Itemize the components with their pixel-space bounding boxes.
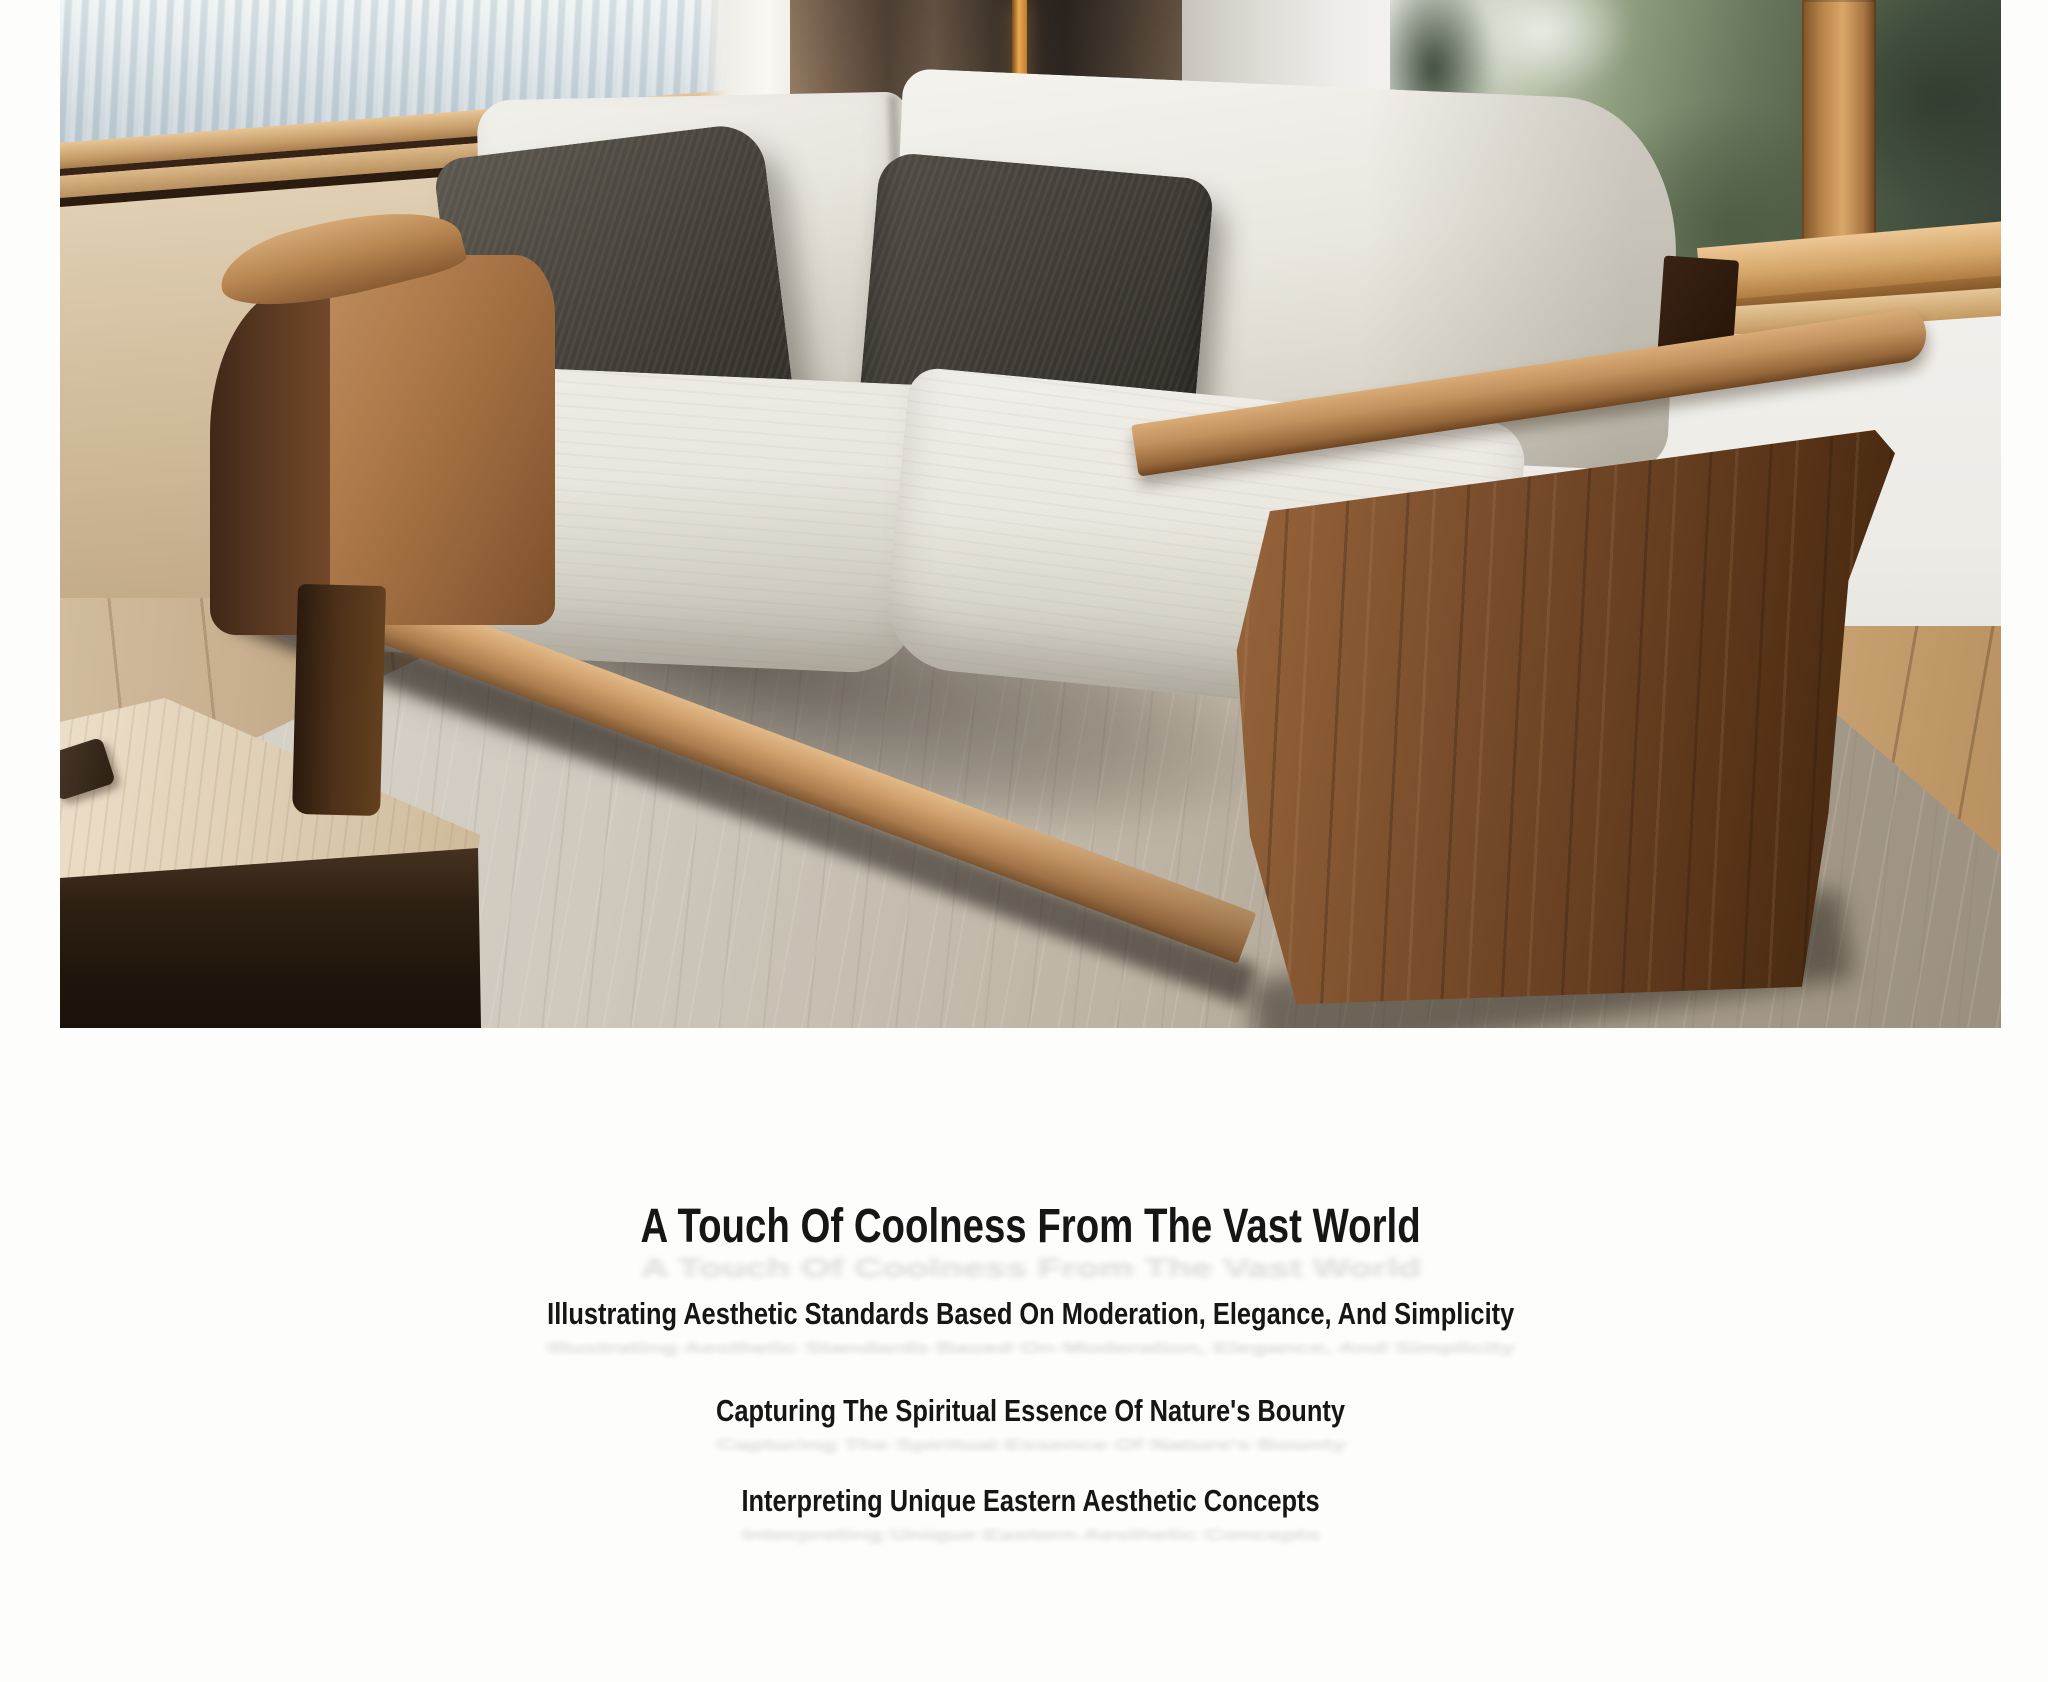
right-armrest-panel bbox=[1230, 430, 1895, 1010]
subline-row-3 bbox=[60, 1483, 2001, 1544]
subline-2: Capturing The Spiritual Essence Of Nature's Bounty bbox=[716, 1393, 1345, 1428]
subline-2-ghost: Capturing The Spiritual Essence Of Nature's Bounty bbox=[716, 1436, 1345, 1454]
subline-row-1 bbox=[60, 1296, 2001, 1357]
subline-3: Interpreting Unique Eastern Aesthetic Concepts bbox=[741, 1483, 1320, 1518]
subline-1: Illustrating Aesthetic Standards Based On Moderation, Elegance, And Simplicity bbox=[546, 1296, 1515, 1331]
hero-image bbox=[60, 0, 2001, 1028]
page-title: A Touch Of Coolness From The Vast World bbox=[640, 1200, 1421, 1253]
subline-row-2 bbox=[60, 1393, 2001, 1454]
page-title-ghost: A Touch Of Coolness From The Vast World bbox=[640, 1253, 1421, 1284]
subline-3-ghost: Interpreting Unique Eastern Aesthetic Concepts bbox=[741, 1526, 1320, 1544]
headline-row bbox=[60, 1199, 2001, 1284]
sofa-front-leg bbox=[292, 584, 386, 816]
subline-1-ghost: Illustrating Aesthetic Standards Based On Moderation, Elegance, And Simplicity bbox=[546, 1339, 1515, 1357]
